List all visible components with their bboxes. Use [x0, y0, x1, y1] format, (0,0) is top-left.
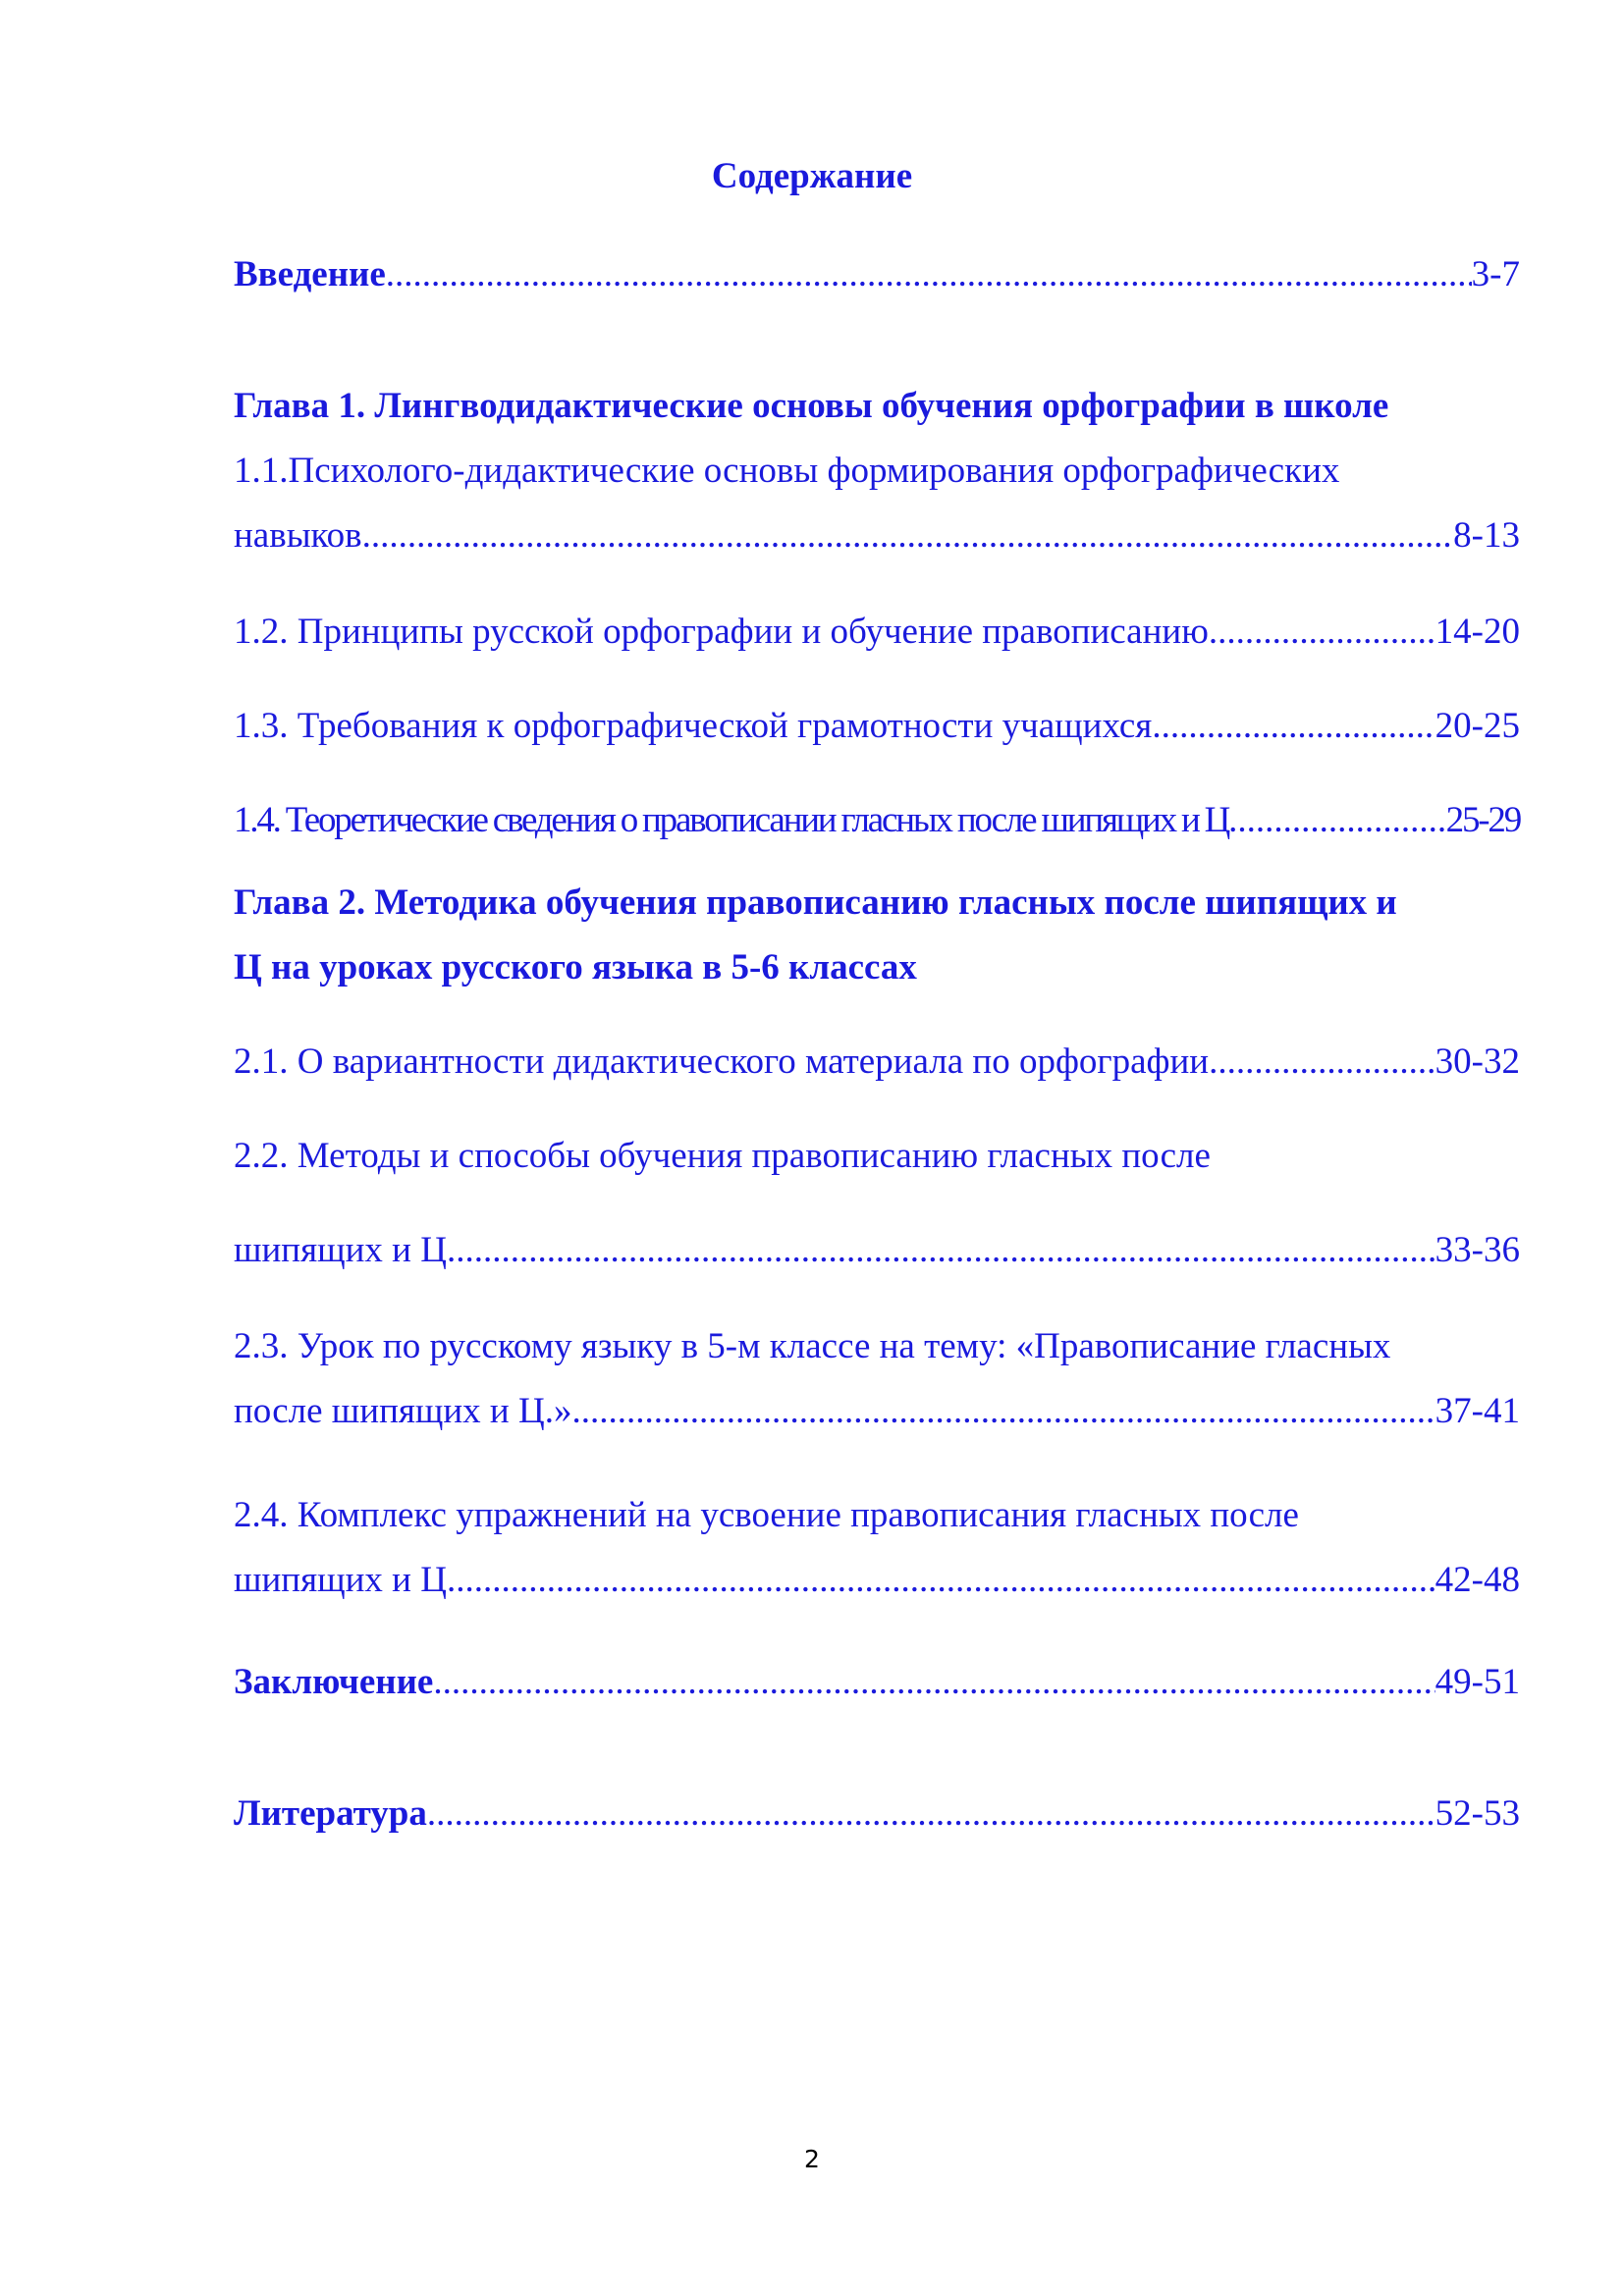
toc-entry-label: 2.3. Урок по русскому языку в 5-м классе на тему: «Правописание гласных — [234, 1326, 1391, 1366]
toc-entry-label: Литература — [234, 1793, 427, 1834]
toc-entry-label: 2.1. О вариантности дидактического материала по орфографии — [234, 1041, 1210, 1082]
toc-chapter-line: Ц на уроках русского языка в 5-6 классах — [234, 947, 917, 988]
dot-leader — [386, 251, 1472, 298]
toc-entry-intro[interactable] — [234, 251, 1520, 298]
toc-entry-label: 1.4. Теоретические сведения о правописании гласных после шипящих и Ц — [234, 800, 1229, 840]
toc-page-range: 49-51 — [1435, 1662, 1520, 1702]
toc-entry-literature[interactable] — [234, 1790, 1520, 1838]
toc-entry-label: Введение — [234, 254, 386, 294]
toc-entry-label: шипящих и Ц — [234, 1230, 447, 1270]
dot-leader — [1209, 1039, 1435, 1086]
toc-entry-label: после шипящих и Ц.» — [234, 1391, 572, 1431]
toc-chapter-line: Глава 2. Методика обучения правописанию гласных после шипящих и — [234, 882, 1397, 923]
toc-entry-label: Заключение — [234, 1662, 434, 1702]
toc-page-range: 20-25 — [1435, 706, 1520, 746]
toc-entry-conclusion[interactable] — [234, 1659, 1520, 1706]
toc-page-range: 42-48 — [1435, 1560, 1520, 1600]
toc-chapter-1[interactable]: Глава 1. Лингводидактические основы обучения орфографии в школе — [234, 386, 1389, 426]
dot-leader — [427, 1790, 1435, 1838]
dot-leader — [1228, 797, 1446, 844]
toc-page-range: 8-13 — [1453, 515, 1520, 556]
toc-heading: Содержание — [711, 156, 913, 196]
toc-entry-2-2[interactable] — [234, 1133, 1520, 1274]
toc-entry-label: 1.2. Принципы русской орфографии и обучение правописанию — [234, 612, 1209, 652]
toc-page-range: 33-36 — [1435, 1230, 1520, 1270]
dot-leader — [1209, 609, 1435, 656]
toc-entry-2-1[interactable] — [234, 1039, 1520, 1086]
toc-entry-label: навыков — [234, 515, 362, 556]
toc-entry-label: 2.2. Методы и способы обучения правописанию гласных после — [234, 1136, 1211, 1176]
toc-entry-1-4[interactable] — [234, 797, 1520, 844]
toc-page-range: 37-41 — [1435, 1391, 1520, 1431]
toc-chapter-2[interactable] — [234, 880, 1520, 991]
dot-leader — [433, 1659, 1435, 1706]
dot-leader — [571, 1388, 1435, 1435]
toc-entry-1-1[interactable] — [234, 448, 1520, 560]
dot-leader — [447, 1557, 1435, 1604]
toc-entry-label: 1.3. Требования к орфографической грамотности учащихся — [234, 706, 1153, 746]
toc-entry-2-4[interactable] — [234, 1492, 1520, 1604]
toc-entry-2-3[interactable] — [234, 1323, 1520, 1435]
toc-page-range: 3-7 — [1471, 254, 1520, 294]
dot-leader — [1152, 703, 1435, 750]
toc-entry-1-2[interactable] — [234, 609, 1520, 656]
toc-entry-label: 1.1.Психолого-дидактические основы формирования орфографических — [234, 451, 1340, 491]
dot-leader — [447, 1227, 1435, 1274]
toc-entry-1-3[interactable] — [234, 703, 1520, 750]
dot-leader — [362, 512, 1454, 560]
toc-page-range: 14-20 — [1435, 612, 1520, 652]
toc-entry-label: 2.4. Комплекс упражнений на усвоение правописания гласных после — [234, 1495, 1299, 1535]
toc-page-range: 52-53 — [1435, 1793, 1520, 1834]
toc-entry-label: шипящих и Ц — [234, 1560, 447, 1600]
toc-page-range: 25-29 — [1445, 800, 1520, 840]
page-number: 2 — [804, 2145, 820, 2173]
toc-page-range: 30-32 — [1435, 1041, 1520, 1082]
